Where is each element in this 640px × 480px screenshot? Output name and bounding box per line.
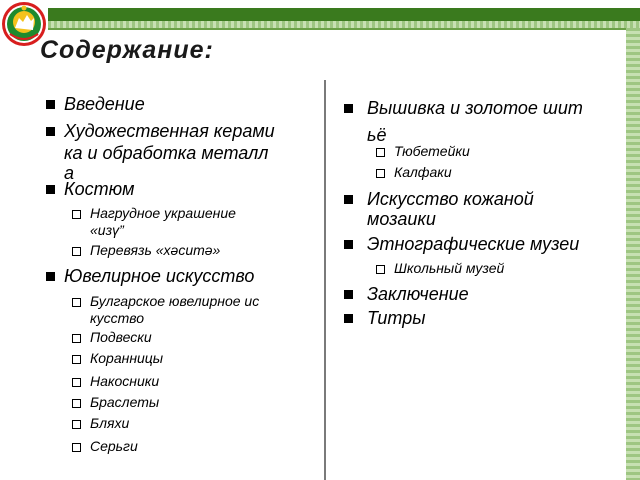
toc-item-ceramics-line2[interactable]: ка и обработка металл xyxy=(64,143,269,163)
toc-subitem-plaques[interactable]: Бляхи xyxy=(90,415,130,431)
toc-item-embroidery-line2[interactable]: ьё xyxy=(367,125,387,145)
sub-bullet xyxy=(72,378,81,387)
toc-subitem-koran-cases[interactable]: Коранницы xyxy=(90,350,164,366)
toc-subitem-bulgar-jewelry-line2[interactable]: кусство xyxy=(90,310,145,326)
toc-item-jewelry[interactable]: Ювелирное искусство xyxy=(64,266,255,286)
toc-subitem-breastplate-line2[interactable]: «изү” xyxy=(90,222,124,238)
sub-bullet xyxy=(72,355,81,364)
toc-item-conclusion[interactable]: Заключение xyxy=(367,284,469,304)
toc-item-credits[interactable]: Титры xyxy=(367,308,426,328)
bullet xyxy=(344,314,353,323)
toc-subitem-bulgar-jewelry-line1[interactable]: Булгарское ювелирное ис xyxy=(90,293,260,309)
toc-subitem-sash[interactable]: Перевязь «хәситә» xyxy=(90,242,221,258)
sub-bullet xyxy=(72,443,81,452)
toc-item-intro[interactable]: Введение xyxy=(64,94,145,114)
toc-item-ceramics-line3[interactable]: а xyxy=(64,163,75,183)
bullet xyxy=(344,290,353,299)
toc-subitem-braid-ornaments[interactable]: Накосники xyxy=(90,373,160,389)
bullet xyxy=(344,195,353,204)
toc-item-costume[interactable]: Костюм xyxy=(64,179,135,199)
toc-subitem-kalfaks[interactable]: Калфаки xyxy=(394,164,452,180)
bullet xyxy=(46,100,55,109)
sub-bullet xyxy=(72,334,81,343)
sub-bullet xyxy=(72,298,81,307)
toc-item-leather-mosaic-line2[interactable]: мозаики xyxy=(367,209,436,229)
sub-bullet xyxy=(72,420,81,429)
bullet xyxy=(46,272,55,281)
sub-bullet xyxy=(72,399,81,408)
toc-subitem-school-museum[interactable]: Школьный музей xyxy=(394,260,505,276)
toc-item-embroidery-line1[interactable]: Вышивка и золотое шит xyxy=(367,98,583,118)
toc-subitem-breastplate-line1[interactable]: Нагрудное украшение xyxy=(90,205,236,221)
toc-item-ceramics-line1[interactable]: Художественная керами xyxy=(64,121,275,141)
bullet xyxy=(46,127,55,136)
toc-subitem-bracelets[interactable]: Браслеты xyxy=(90,394,160,410)
toc-item-ethnographic-museums[interactable]: Этнографические музеи xyxy=(367,234,580,254)
toc-item-leather-mosaic-line1[interactable]: Искусство кожаной xyxy=(367,189,534,209)
sub-bullet xyxy=(376,148,385,157)
right-stripe-border xyxy=(626,28,640,480)
toc-subitem-earrings[interactable]: Серьги xyxy=(90,438,138,454)
bullet xyxy=(344,104,353,113)
column-divider xyxy=(324,80,326,480)
header-line xyxy=(48,28,640,30)
bullet xyxy=(344,240,353,249)
slide-title: Содержание: xyxy=(40,36,214,64)
bullet xyxy=(46,185,55,194)
sub-bullet xyxy=(72,210,81,219)
sub-bullet xyxy=(376,169,385,178)
toc-subitem-skullcaps[interactable]: Тюбетейки xyxy=(394,143,470,159)
header-stripe xyxy=(48,21,640,28)
sub-bullet xyxy=(72,247,81,256)
sub-bullet xyxy=(376,265,385,274)
toc-subitem-pendants[interactable]: Подвески xyxy=(90,329,152,345)
header-bar xyxy=(48,8,640,21)
